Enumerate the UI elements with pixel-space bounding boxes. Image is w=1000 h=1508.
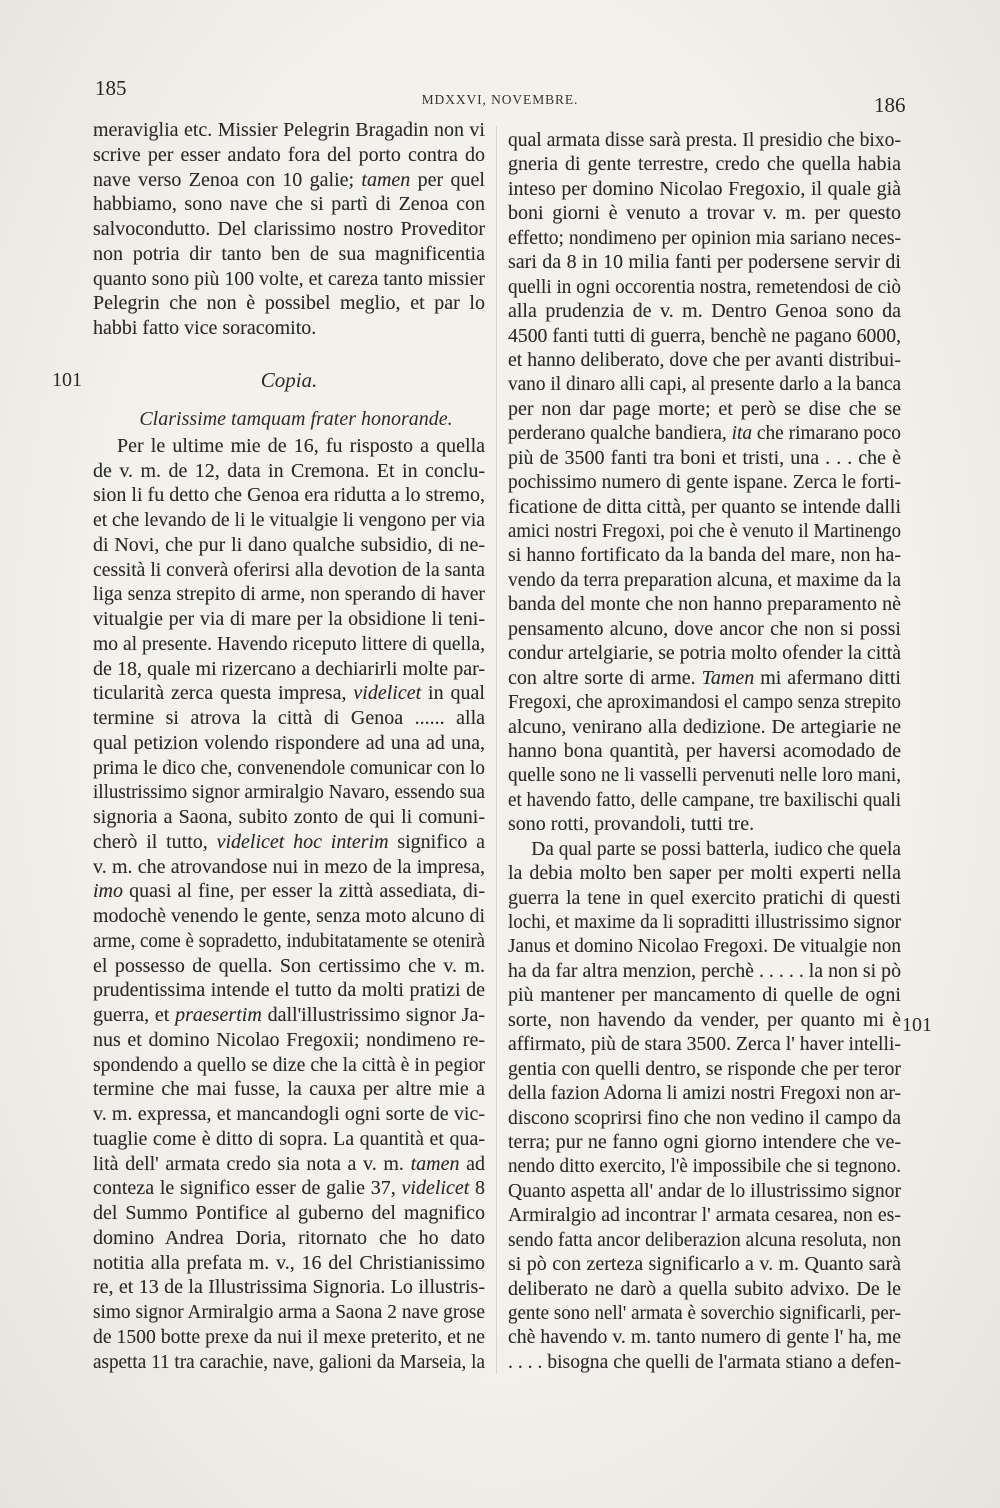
text-segment: nus et domino Nicolao Fregoxii; nondimeno re- [93,1028,485,1051]
text-line [93,483,485,508]
text-segment: scrive per esser andato fora del porto contra do [93,143,485,166]
text-segment: sendo fatta ancor deliberazion alcuna resoluta, non [508,1228,901,1251]
text-segment: gneria di gente terrestre, credo che quella habia [508,153,901,176]
text-line [508,1179,901,1203]
text-segment: notitia alla prefata m. v., 16 del Christianissimo [93,1251,485,1274]
text-segment: cessità li converà oferirsi alla devotion de la santa [93,558,485,581]
text-line [93,1251,485,1276]
text-line [93,192,485,217]
text-line [508,1277,901,1301]
text-segment: Fregoxi, che aproximandosi el campo senza strepito [508,691,901,714]
text-line [508,1203,901,1227]
text-segment: qual armata disse sarà presta. Il presidio che bixo- [508,129,901,151]
text-segment: et hanno deliberato, dove che per avanti distribui- [508,348,901,371]
text-line [508,763,901,787]
text-line [508,788,901,812]
text-line [508,397,901,421]
text-segment: deliberato ne darò a quella subito advixo. De le [508,1277,901,1300]
text-line [508,1154,901,1178]
text-line [508,1228,901,1252]
text-segment: mi afermano ditti [754,666,901,689]
text-line [508,543,901,567]
text-segment: sorte, non havendo da vender, per quanto mi è [508,1008,901,1031]
text-line [508,299,901,323]
text-line [93,1003,485,1028]
text-line [93,1028,485,1053]
text-line [508,690,901,714]
text-line [93,657,485,682]
text-segment: nave verso Zenoa con 10 galie; [93,168,362,191]
text-segment: Da qual parte se possi batterla, iudico che quela [531,837,901,860]
text-segment: alla prudenzia de v. m. Dentro Genoa sono da [508,300,901,323]
text-line [93,1077,485,1102]
text-line [93,855,485,880]
text-line [508,1301,901,1325]
paragraph [508,837,901,1375]
text-line [93,168,485,193]
text-line [93,780,485,805]
text-segment: et havendo fatto, delle campane, tre baxilischi quali [508,788,901,811]
text-line [93,582,485,607]
text-segment: re, et 13 de la Illustrissima Signoria. Lo illustris- [93,1276,485,1299]
text-segment: nendo ditto exercito, l'è impossibile che si tegnono. [508,1155,901,1178]
text-segment: 4500 fanti tutti di guerra, benchè ne pagano 6000, [508,324,901,347]
text-line [93,434,485,459]
text-segment: si pò con zerteza significarlo a v. m. Quanto sarà [508,1253,901,1276]
text-segment: qual petizion volendo rispondere ad una ad una, [93,731,485,754]
text-line [508,592,901,616]
text-segment: sono rotti, provandoli, tutti tre. [508,813,755,836]
text-segment: quelli in ogni occorentia nostra, remetendosi de ciò [508,275,901,298]
italic-text: praesertim [175,1004,262,1026]
text-line [508,861,901,885]
text-segment: sion li fu detto che Genoa era ridutta a lo stremo, [93,484,485,507]
text-segment: guerra la tene in quel exercito pratichi di questi [508,886,901,909]
text-line [508,715,901,739]
text-line [93,291,485,316]
text-line [508,1350,901,1374]
text-line [93,459,485,484]
text-segment: effetto; nondimeno per opinion mia sariano neces- [508,226,901,249]
italic-text: videlicet hoc interim [216,830,389,853]
text-line [93,805,485,830]
text-line [508,1081,901,1105]
text-line [93,879,485,904]
italic-text: imo [93,880,123,903]
text-segment: ha da far altra menzion, perchè . . . . . la non si pò [508,959,901,982]
text-segment: lochi, et maxime da li sopraditti illustrissimo signor [508,911,901,933]
text-segment: banda del monte che non hanno preparamento nè [508,593,901,616]
text-line [93,1325,485,1350]
text-segment: v. m. expressa, et mancandogli ogni sorte de vic- [93,1103,485,1125]
text-line [93,118,485,143]
text-segment: domino Andrea Doria, ritornato che ho dato [93,1226,485,1249]
text-line [508,1325,901,1349]
text-segment: condur artelgiarie, se potria molto ofender la città [508,642,901,665]
text-line [508,934,901,958]
text-segment: mo al presente. Havendo riceputo littere di quella, [93,632,485,655]
text-segment: del Summo Pontifice al guberno del magnifico [93,1202,485,1224]
text-segment: v. m. che atrovandose nui in mezo de la impresa, [93,855,485,878]
text-line [508,1008,901,1032]
text-line [93,731,485,756]
text-line [508,348,901,372]
text-segment: vitualgie per via di mare per la obsidione li teni- [93,608,485,630]
text-line [93,1350,485,1375]
text-segment: hanno bona quantità, per haversi acomodado de [508,739,901,762]
text-line [508,959,901,983]
text-line [508,152,901,176]
text-line [508,812,901,836]
italic-text: ita [731,422,753,445]
text-line [508,421,901,445]
page-number-right: 186 [874,93,906,117]
text-segment: inteso per domino Nicolao Fregoxio, il quale già [508,177,901,200]
text-segment: spondendo a quello se dize che la città è in pegior [93,1053,485,1076]
text-line [508,495,901,519]
text-segment: 8 [469,1177,486,1200]
text-line [508,910,901,934]
text-line [508,1106,901,1130]
right-column [508,128,901,1374]
paragraph [93,118,485,341]
text-segment: pochissimo numero di gente ispane. Zerca le forti- [508,471,901,494]
text-segment: più mantener per mancamento di quelle de ogni [508,984,901,1007]
text-line [93,904,485,929]
text-segment: si hanno fortificato da la banda del mare, non ha- [508,544,901,567]
text-segment: chè havendo v. m. tanto numero di gente l' ha, me [508,1326,901,1349]
letter-salutation: Clarissime tamquam frater honorande. [139,407,453,430]
text-line [508,201,901,225]
text-segment: terra; pur ne fanno ogni giorno intendere che ve- [508,1130,901,1153]
text-segment: termine si atrova la città di Genoa ...... alla [93,707,485,729]
text-line [93,1226,485,1251]
text-segment: de 1500 botte prexe da nui il mexe preterito, et ne [93,1325,485,1348]
text-line [93,143,485,168]
text-line [508,837,901,861]
text-segment: alcuno, venirano alla dedizione. De artegiarie ne [508,715,901,738]
text-line [508,519,901,543]
text-segment: non potria dir tanto ben de sua magnificentia [93,242,485,265]
text-segment: gente sono nell' armata è soverchio significarli, per- [508,1302,901,1324]
text-segment: affirmato, più de stara 3500. Zerca l' haver intelli- [508,1033,901,1056]
text-line [508,372,901,396]
text-segment: amici nostri Fregoxi, poi che è venuto il Martinengo [508,520,901,542]
text-line [93,267,485,292]
text-segment: in qual [421,682,485,705]
text-line [93,607,485,632]
text-segment: più de 3500 fanti tra boni et tristi, una . . . che è [508,446,901,469]
margin-note-left: 101 [52,369,82,391]
running-head: MDXXVI, NOVEMBRE. [421,92,579,107]
text-line [508,641,901,665]
text-segment: vano il dinaro alli capi, al presente darlo a la banca [508,373,901,396]
text-segment: prima le dico che, convenendole comunicar con lo [93,756,485,779]
text-line [93,978,485,1003]
text-segment: la debia molto ben saper per molti experti nella [508,862,901,885]
text-segment: quasi al fine, per esser la zittà assediata, di- [123,880,485,903]
text-line [93,1102,485,1127]
text-line [93,1152,485,1177]
text-segment: de 18, quale mi rizercano a dechiarirli molte par- [93,657,485,680]
page-number-left: 185 [95,76,127,100]
text-segment: lità dell' armata credo sia nota a v. m. [93,1152,411,1175]
italic-text: tamen [410,1152,460,1175]
text-line [93,929,485,954]
text-line [508,886,901,910]
text-line [93,242,485,267]
paragraph [93,434,485,1375]
text-line [93,681,485,706]
text-line [93,316,485,341]
text-line [93,533,485,558]
text-line [508,1252,901,1276]
text-line [93,1300,485,1325]
text-line [508,446,901,470]
text-line [508,1130,901,1154]
text-segment: aspetta 11 tra carachie, nave, galioni da Marseia, la [93,1350,485,1373]
text-line [508,1032,901,1056]
text-line [508,666,901,690]
text-segment: della fazion Adorna li amizi nostri Fregoxi non ar- [508,1082,901,1105]
text-segment: illustrissimo signor armiralgio Navaro, essendo sua [93,781,485,804]
margin-note-right: 101 [902,1014,932,1036]
text-line [508,470,901,494]
italic-text: videlicet [353,682,422,705]
text-segment: salvocondutto. Del clarissimo nostro Proveditor [93,218,485,240]
text-line [93,558,485,583]
text-segment: quelle sono ne li vasselli pervenuti nelle loro mani, [508,764,901,787]
text-line [508,275,901,299]
text-line [93,1053,485,1078]
text-line [508,250,901,274]
text-segment: con altre sorte di arme. [508,666,702,689]
text-segment: meraviglia etc. Missier Pelegrin Bragadin non vi [93,119,485,141]
text-line [93,756,485,781]
text-segment: discono scoprirsi fino che non vedino il campo da [508,1106,901,1129]
text-segment: ficatione de ditta città, per quanto se intende dalli [508,495,901,518]
text-segment: Janus et domino Nicolao Fregoxi. De vitualgie non [508,935,901,958]
italic-text: Tamen [701,666,755,689]
text-segment: per quel [410,168,485,191]
text-segment: Per le ultime mie de 16, fu risposto a quella [117,434,485,457]
left-column [93,118,485,1374]
text-segment: boni giorni è venuto a trovar v. m. per questo [508,202,901,225]
text-line [93,1127,485,1152]
text-line [508,128,901,152]
text-segment: Armiralgio ad incontrar l' armata cesarea, non es- [508,1204,901,1227]
text-segment: liga senza strepito di arme, non sperando di haver [93,583,485,606]
text-segment: quanto sono più 100 volte, et careza tanto missier [93,267,485,290]
text-line [93,954,485,979]
paragraph [508,128,901,837]
text-segment: significo a [388,830,485,853]
italic-text: videlicet [401,1177,470,1200]
text-segment: . . . . bisogna che quelli de l'armata stiano a defen- [508,1350,901,1373]
text-segment: gentia con quelli dentro, se risponde che per teror [508,1057,901,1080]
text-segment: dall'illustrissimo signor Ja- [261,1004,485,1026]
text-segment: modochè venendo le gente, senza moto alcuno di [93,905,485,927]
text-segment: et che levando de li le vitualgie li vengono per via [93,509,485,531]
text-segment: habbiamo, sono nave che si partì di Zenoa con [93,193,485,216]
text-line [508,568,901,592]
text-segment: guerra, et [93,1004,176,1026]
text-segment: el possesso de quella. Son certissimo che v. m. [93,954,485,977]
text-segment: Quanto aspetta all' andar de lo illustrissimo signor [508,1179,901,1202]
text-segment: Pelegrin che non è possibel meglio, et par lo [93,292,485,315]
text-line [93,1176,485,1201]
text-line [93,508,485,533]
text-segment: vendo da terra preparation alcuna, et maxime da la [508,568,901,591]
text-segment: habbi fatto vice soracomito. [93,317,317,339]
text-segment: ticularità zerca questa impresa, [93,682,354,705]
text-segment: perderano qualche bandiera, [508,422,732,445]
text-line [508,983,901,1007]
text-segment: sari da 8 in 10 milia fanti per podersene servir di [508,251,901,274]
column-rule [496,126,497,1374]
text-segment: di Novi, che pur li dano qualche subsidio, di ne- [93,533,485,556]
text-line [93,632,485,657]
text-line [508,177,901,201]
text-segment: per non dar page morte; et però se dise che se [508,397,901,420]
text-segment: simo signor Armiralgio arma a Saona 2 nave grose [93,1301,485,1323]
text-segment: tuaglie come è ditto di sopra. La quantità et qua- [93,1127,485,1150]
text-segment: prudentissima intende el tutto da molti pratizi de [93,979,485,1002]
text-line [508,324,901,348]
text-line [93,830,485,855]
text-segment: de v. m. de 12, data in Cremona. Et in conclu- [93,459,485,482]
text-line [508,617,901,641]
text-line [508,226,901,250]
text-segment: cherò il tutto, [93,830,217,853]
text-line [93,1275,485,1300]
text-line [508,739,901,763]
text-line [508,1057,901,1081]
text-segment: termine che mai fusse, la cauxa per altre mie a [93,1078,485,1101]
text-segment: pensamento alcuno, dove ancor che non si possi [508,617,901,640]
text-segment: che rimarano poco [752,422,901,445]
text-segment: arme, come è sopradetto, indubitatamente se otenirà [93,929,485,952]
italic-text: tamen [361,168,411,191]
section-heading: Copia. [260,367,318,392]
text-segment: signoria a Saona, subito zonto de qui li comuni- [93,806,485,828]
text-segment: ad [459,1152,485,1175]
text-line [93,706,485,731]
text-line [93,217,485,242]
text-line [93,1201,485,1226]
text-segment: conteza le significo esser de galie 37, [93,1177,402,1200]
